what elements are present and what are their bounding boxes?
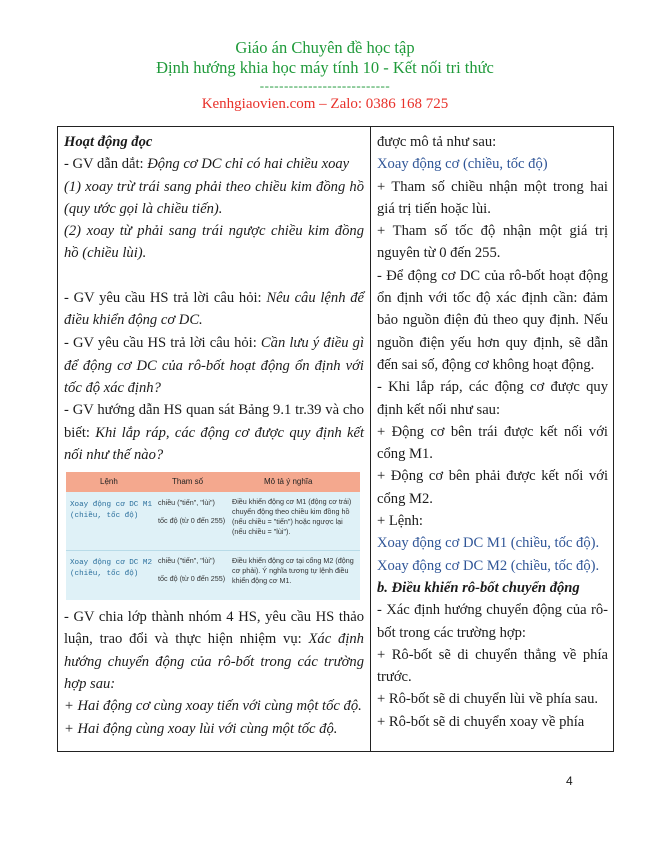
right-paragraph-5: - Để động cơ DC của rô-bốt hoạt động ổn định với tốc độ xác định cần: đảm bảo nguồn điện đủ theo quy định. Nếu nguồn điện yếu hơn quy định, sẽ dẫn đến sai số, động cơ không hoạt động.	[377, 267, 608, 373]
left-paragraph-4: - GV yêu cầu HS trả lời câu hỏi: Nêu câu lệnh để điều khiển động cơ DC.	[64, 289, 364, 329]
col-param-header: Tham số	[172, 477, 204, 487]
left-paragraph-6: - GV hướng dẫn HS quan sát Bảng 9.1 tr.39 và cho biết: Khi lắp ráp, các động cơ được quy định kết nối như thế nào?	[64, 402, 365, 463]
spacer	[64, 265, 364, 287]
right-paragraph-6: - Khi lắp ráp, các động cơ được quy định kết nối như sau:	[377, 379, 608, 418]
left-paragraph-7: - GV chia lớp thành nhóm 4 HS, yêu cầu HS thảo luận, trao đổi và thực hiện nhiệm vụ: Xác định hướng chuyển động của rô-bốt trong các trường hợp sau:	[64, 609, 364, 693]
left-paragraph-5: - GV yêu cầu HS trả lời câu hỏi: Cần lưu ý điều gì để động cơ DC của rô-bốt hoạt động ổn định với tốc độ xác định?	[64, 335, 364, 396]
page-number: 4	[566, 774, 573, 788]
header-contact: Kenhgiaovien.com – Zalo: 0386 168 725	[201, 96, 449, 112]
teacher-activity-column	[64, 131, 364, 740]
right-command-m1: Xoay động cơ DC M1 (chiều, tốc độ).	[377, 535, 600, 552]
header-divider: ---------------------------	[259, 78, 391, 93]
motor-table-header	[66, 472, 360, 492]
header-subtitle: Định hướng khia học máy tính 10 - Kết nối tri thức	[156, 58, 494, 77]
right-paragraph-14: + Rô-bốt sẽ di chuyển thẳng về phía trước.	[377, 646, 608, 686]
left-paragraph-2: (1) xoay trừ trái sang phải theo chiều kim đồng hồ (quy ước gọi là chiều tiến).	[64, 178, 364, 217]
section-heading-b: b. Điều khiển rô-bốt chuyển động	[377, 579, 580, 596]
row2-description: Điều khiển động cơ tại cổng M2 (động cơ phải). Ý nghĩa tương tự lệnh điều khiển động cơ M1.	[232, 556, 354, 586]
col-command-header: Lệnh	[100, 477, 118, 487]
col-desc-header: Mô tả ý nghĩa	[264, 477, 313, 487]
row2-command: Xoay động cơ DC M2 (chiều, tốc độ)	[70, 559, 153, 579]
row2-param-direction: chiều ("tiến", "lùi")	[158, 556, 215, 566]
right-paragraph-8: + Động cơ bên phải được kết nối với cổng M2.	[377, 468, 608, 507]
row1-description: Điều khiển động cơ M1 (động cơ trái) chuyển động theo chiều kim đồng hồ (nếu chiều = "tiến") hoặc ngược lại (nếu chiều = "lùi").	[232, 497, 352, 537]
right-paragraph-1: được mô tả như sau:	[377, 134, 497, 150]
right-paragraph-13: - Xác định hướng chuyển động của rô-bốt trong các trường hợp:	[377, 602, 608, 641]
lesson-table	[57, 126, 614, 752]
right-command-syntax: Xoay động cơ (chiều, tốc độ)	[377, 156, 548, 173]
right-command-m2: Xoay động cơ DC M2 (chiều, tốc độ).	[377, 557, 600, 574]
left-paragraph-9: + Hai động cùng xoay lùi với cùng một tốc độ.	[64, 720, 338, 737]
row-divider	[66, 550, 360, 551]
left-paragraph-8: + Hai động cơ cùng xoay tiến với cùng một tốc độ.	[64, 698, 362, 715]
right-paragraph-4: + Tham số tốc độ nhận một giá trị nguyên từ 0 đến 255.	[377, 223, 608, 262]
column-divider	[370, 127, 371, 751]
row1-param-speed: tốc độ (từ 0 đến 255)	[158, 516, 226, 526]
right-paragraph-3: + Tham số chiều nhận một trong hai giá trị tiến hoặc lùi.	[377, 178, 608, 217]
left-paragraph-3: (2) xoay từ phải sang trái ngược chiều kim đồng hồ (chiều lùi).	[64, 223, 364, 262]
right-paragraph-15: + Rô-bốt sẽ di chuyển lùi về phía sau.	[377, 691, 599, 708]
left-paragraph-1: - GV dẫn dắt: Động cơ DC chỉ có hai chiều xoay	[64, 156, 350, 173]
activity-heading: Hoạt động đọc	[64, 134, 153, 150]
right-paragraph-16: + Rô-bốt sẽ di chuyển xoay về phía	[377, 713, 585, 730]
student-activity-column	[377, 131, 608, 733]
motor-command-table	[66, 472, 360, 600]
row1-param-direction: chiều ("tiến", "lùi")	[158, 498, 215, 508]
header-title: Giáo án Chuyên đề học tập	[235, 38, 415, 57]
row2-param-speed: tốc độ (từ 0 đến 255)	[158, 574, 226, 584]
row1-command: Xoay động cơ DC M1 (chiều, tốc độ)	[70, 501, 153, 521]
right-paragraph-9: + Lệnh:	[377, 513, 423, 530]
right-paragraph-7: + Động cơ bên trái được kết nối với cổng M1.	[377, 423, 608, 463]
